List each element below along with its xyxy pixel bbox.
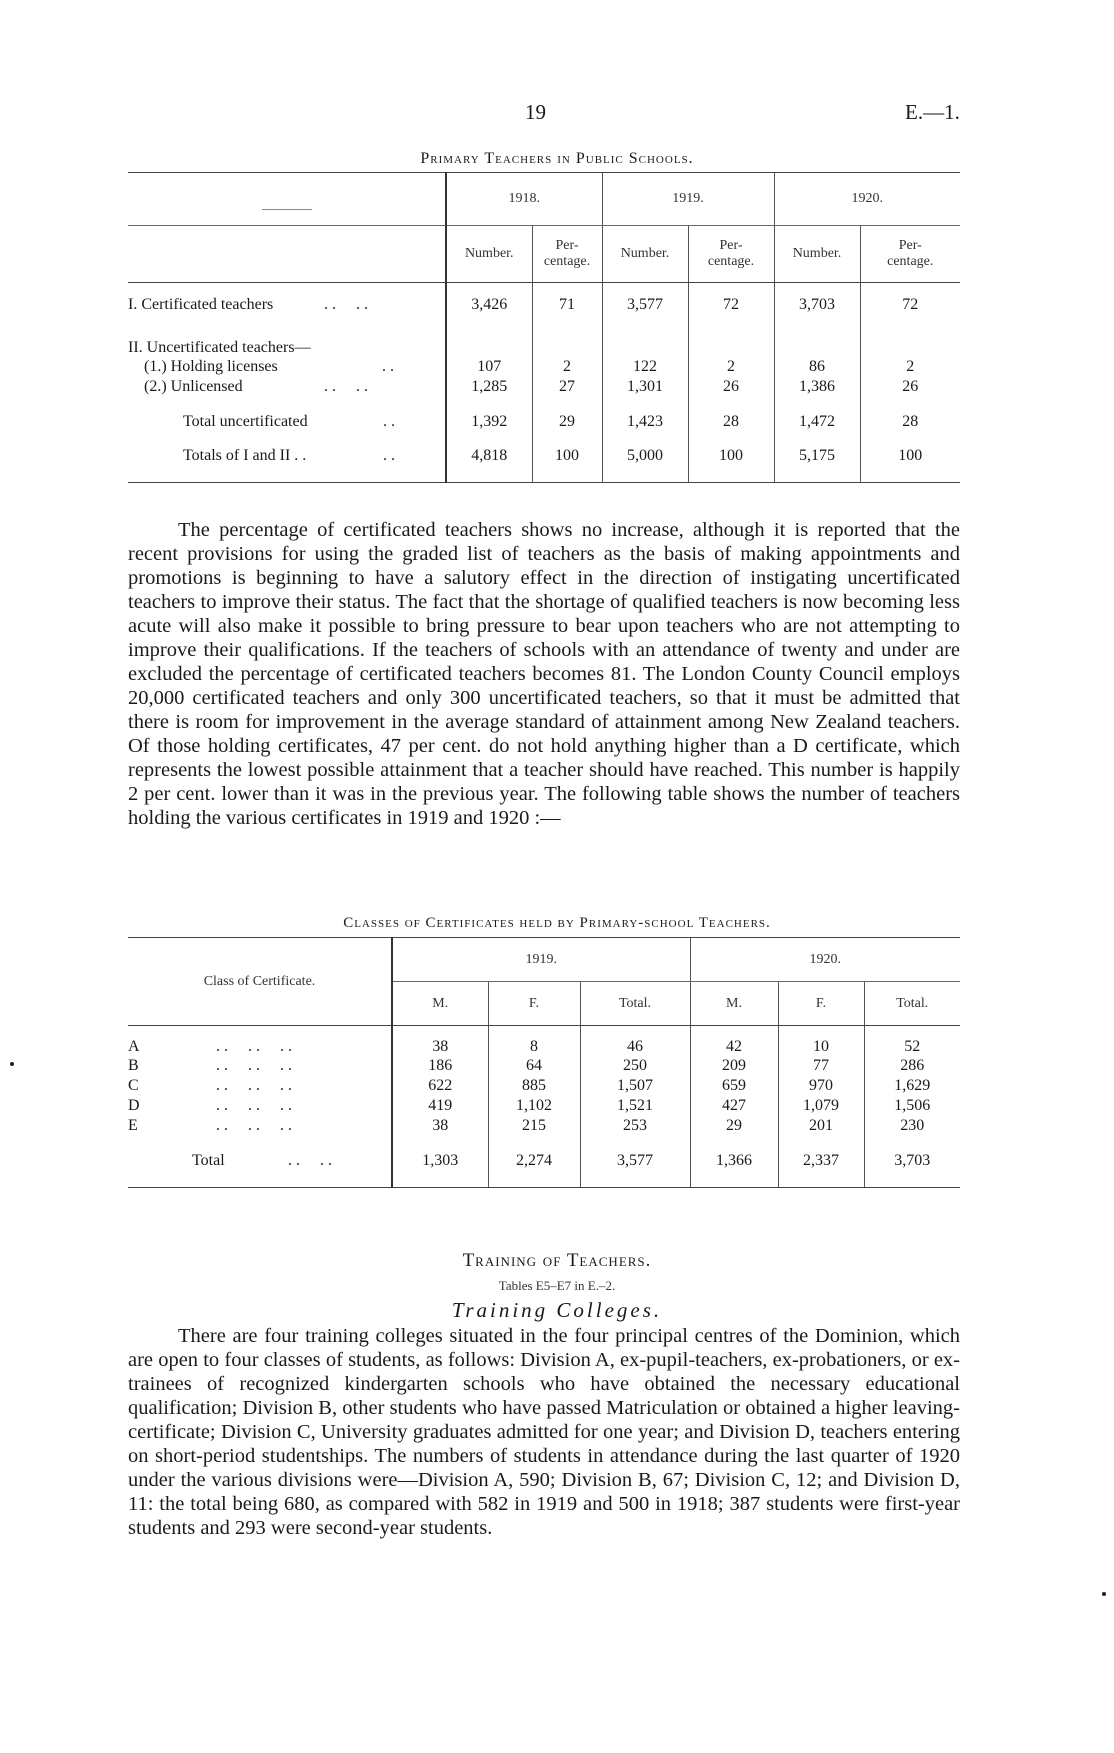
stub-header <box>128 173 446 226</box>
margin-mark <box>10 1062 14 1066</box>
cell: 77 <box>778 1056 864 1076</box>
cell: 46 <box>580 1026 690 1056</box>
cell: 253 <box>580 1116 690 1136</box>
cell: 8 <box>488 1026 580 1056</box>
paragraph-text: There are four training colleges situated in the four principal centres of the Dominion, which are open to four classes of students, as follows: Division A, ex-pupil-teachers, ex-probationers, or ex-trainees of recognized kindergarten schools who have obtained the necessary educational qualification; Division B, other students who have passed Matriculation or obtained a higher leaving-certificate; Division C, University graduates admitted for one year; and Division D, teachers entering on short-period studentships. The numbers of students in attendance during the last quarter of 1920 under the various divisions were—Division A, 590; Division B, 67; Division C, 12; and Division D, 11: the total being 680, as compared with 582 in 1919 and 500 in 1918; 387 students were first-year students and 293 were second-year students. <box>128 1325 960 1539</box>
cell: 1,303 <box>392 1136 488 1188</box>
cell: 622 <box>392 1076 488 1096</box>
certificates-table <box>128 937 960 1188</box>
cell: 2,337 <box>778 1136 864 1188</box>
table-row <box>128 327 960 357</box>
cell: 209 <box>690 1056 778 1076</box>
cell: 2 <box>688 357 774 377</box>
cell: 885 <box>488 1076 580 1096</box>
cell: 38 <box>392 1116 488 1136</box>
row-label: A <box>128 1037 140 1055</box>
leader-dots: . . . . . . <box>216 1037 292 1055</box>
row-label: E <box>128 1116 138 1134</box>
cell: 1,301 <box>602 377 688 397</box>
total-header: Total. <box>580 982 690 1026</box>
leader-dots: . . . . <box>288 1152 332 1170</box>
cell: 1,392 <box>446 397 532 447</box>
body-paragraph <box>128 518 960 830</box>
cell: 29 <box>532 397 602 447</box>
table2-title: Classes of Certificates held by Primary-school Teachers. <box>343 915 771 931</box>
cell: 2,274 <box>488 1136 580 1188</box>
page-number: 19 <box>525 100 546 124</box>
cell: 5,175 <box>774 447 860 483</box>
section-subtitle: Tables E5–E7 in E.–2. <box>498 1278 616 1293</box>
table1-title: Primary Teachers in Public Schools. <box>420 150 694 167</box>
subsection-heading: Training Colleges. <box>451 1298 663 1322</box>
class-header: Class of Certificate. <box>128 938 392 1026</box>
percentage-header: Per-centage. <box>860 226 960 283</box>
cell: 38 <box>392 1026 488 1056</box>
year-header: 1919. <box>392 938 690 982</box>
cell: 1,506 <box>864 1096 960 1116</box>
cell: 659 <box>690 1076 778 1096</box>
cell: 215 <box>488 1116 580 1136</box>
cell: 86 <box>774 357 860 377</box>
cell: 100 <box>688 447 774 483</box>
cell: 29 <box>690 1116 778 1136</box>
body-paragraph <box>128 1324 960 1540</box>
cell: 3,577 <box>602 283 688 327</box>
leader-dots: . . . . . . <box>216 1076 292 1094</box>
cell: 72 <box>860 283 960 327</box>
margin-mark <box>1102 1592 1106 1596</box>
section-title: Training of Teachers. <box>462 1250 652 1271</box>
cell: 2 <box>860 357 960 377</box>
cell: 1,521 <box>580 1096 690 1116</box>
cell: 10 <box>778 1026 864 1056</box>
cell: 64 <box>488 1056 580 1076</box>
row-label: B <box>128 1056 139 1074</box>
cell: 230 <box>864 1116 960 1136</box>
cell: 286 <box>864 1056 960 1076</box>
table-row <box>128 447 960 483</box>
cell: 3,703 <box>864 1136 960 1188</box>
percentage-header: Per-centage. <box>688 226 774 283</box>
row-label: I. Certificated teachers <box>128 295 274 313</box>
primary-teachers-table <box>128 172 960 483</box>
row-label: II. Uncertificated teachers— <box>128 338 311 356</box>
cell: 26 <box>860 377 960 397</box>
cell: 1,366 <box>690 1136 778 1188</box>
row-label: (2.) Unlicensed <box>144 377 243 395</box>
paragraph-text: The percentage of certificated teachers shows no increase, although it is reported that the recent provisions for using the graded list of teachers as the basis of making appointments and promotions is beginning to have a salutory effect in the direction of instigating uncertificated teachers to improve their status. The fact that the shortage of qualified teachers is now becoming less acute will also make it possible to bring pressure to bear upon teachers who are not attempting to improve their qualifications. If the teachers of schools with an attendance of twenty and under are excluded the percentage of certificated teachers becomes 81. The London County Council employs 20,000 certificated teachers and only 300 uncertificated teachers, so that it must be admitted that there is room for improvement in the average standard of attainment among New Zealand teachers. Of those holding certificates, 47 per cent. do not hold anything higher than a D certificate, which represents the lowest possible attainment that a teacher should have reached. This number is happily 2 per cent. lower than it was in the previous year. The following table shows the number of teachers holding the various certificates in 1919 and 1920 :— <box>128 519 960 829</box>
cell: 72 <box>688 283 774 327</box>
total-header: Total. <box>864 982 960 1026</box>
cell: 27 <box>532 377 602 397</box>
row-label: D <box>128 1096 140 1114</box>
leader-dots: . . . . . . <box>216 1056 292 1074</box>
table-row <box>128 397 960 447</box>
leader-dots: . . . . <box>324 377 368 395</box>
percentage-header: Per-centage. <box>532 226 602 283</box>
year-header: 1920. <box>690 938 960 982</box>
table-row <box>128 357 960 377</box>
cell: 1,629 <box>864 1076 960 1096</box>
table-row <box>128 377 960 397</box>
female-header: F. <box>778 982 864 1026</box>
cell: 427 <box>690 1096 778 1116</box>
cell: 970 <box>778 1076 864 1096</box>
number-header: Number. <box>602 226 688 283</box>
cell: 28 <box>860 397 960 447</box>
row-label: Totals of I and II . . <box>183 446 307 464</box>
cell: 100 <box>860 447 960 483</box>
table-row <box>128 283 960 327</box>
cell: 3,577 <box>580 1136 690 1188</box>
cell: 1,507 <box>580 1076 690 1096</box>
cell: 3,703 <box>774 283 860 327</box>
cell: 28 <box>688 397 774 447</box>
cell: 201 <box>778 1116 864 1136</box>
leader-dots: . . <box>383 446 395 464</box>
number-header: Number. <box>446 226 532 283</box>
row-label: Total uncertificated <box>183 412 308 430</box>
row-label: (1.) Holding licenses <box>144 357 278 375</box>
cell: 122 <box>602 357 688 377</box>
year-header: 1918. <box>446 173 602 226</box>
cell: 1,285 <box>446 377 532 397</box>
number-header: Number. <box>774 226 860 283</box>
row-label: C <box>128 1076 139 1094</box>
cell: 1,423 <box>602 397 688 447</box>
cell: 100 <box>532 447 602 483</box>
cell: 186 <box>392 1056 488 1076</box>
female-header: F. <box>488 982 580 1026</box>
cell: 5,000 <box>602 447 688 483</box>
cell: 4,818 <box>446 447 532 483</box>
male-header: M. <box>392 982 488 1026</box>
cell: 2 <box>532 357 602 377</box>
document-reference: E.—1. <box>905 100 960 124</box>
male-header: M. <box>690 982 778 1026</box>
cell: 1,079 <box>778 1096 864 1116</box>
leader-dots: . . . . . . <box>216 1116 292 1134</box>
leader-dots: . . <box>383 412 395 430</box>
leader-dots: . . <box>382 357 394 375</box>
cell: 42 <box>690 1026 778 1056</box>
total-label: Total <box>192 1152 225 1170</box>
cell: 3,426 <box>446 283 532 327</box>
cell: 52 <box>864 1026 960 1056</box>
cell: 1,102 <box>488 1096 580 1116</box>
cell: 1,472 <box>774 397 860 447</box>
year-header: 1919. <box>602 173 774 226</box>
cell: 1,386 <box>774 377 860 397</box>
cell: 71 <box>532 283 602 327</box>
year-header: 1920. <box>774 173 960 226</box>
cell: 107 <box>446 357 532 377</box>
cell: 250 <box>580 1056 690 1076</box>
leader-dots: . . . . <box>324 295 368 313</box>
cell: 419 <box>392 1096 488 1116</box>
cell: 26 <box>688 377 774 397</box>
leader-dots: . . . . . . <box>216 1096 292 1114</box>
